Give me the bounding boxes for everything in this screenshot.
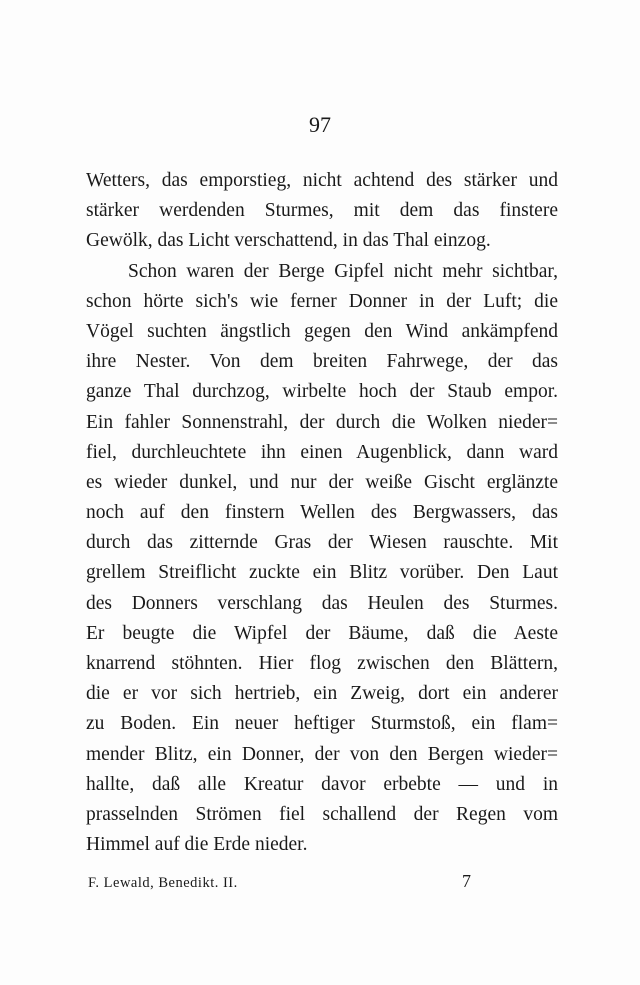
- text-line: stärker werdenden Sturmes, mit dem das finstere: [86, 200, 558, 222]
- text-line: Vögel suchten ängstlich gegen den Wind ankämpfend: [86, 320, 558, 342]
- text-line: Himmel auf die Erde nieder.: [86, 834, 308, 856]
- text-line: grellem Streiflicht zuckte ein Blitz vorüber. Den Laut: [86, 562, 558, 584]
- text-line: es wieder dunkel, und nur der weiße Gischt erglänzte: [86, 471, 558, 493]
- text-line: prasselnden Strömen fiel schallend der Regen vom: [86, 803, 558, 825]
- page-number: 97: [309, 112, 331, 137]
- text-line: Wetters, das emporstieg, nicht achtend des stärker und: [86, 170, 558, 191]
- text-line: fiel, durchleuchtete ihn einen Augenblick, dann ward: [86, 441, 558, 463]
- text-line: noch auf den finstern Wellen des Bergwassers, das: [86, 502, 558, 524]
- text-line: mender Blitz, ein Donner, der von den Bergen wieder=: [86, 743, 558, 765]
- text-line: schon hörte sich's wie ferner Donner in der Luft; die: [86, 290, 558, 312]
- text-line: knarrend stöhnten. Hier flog zwischen den Blättern,: [86, 653, 558, 674]
- text-line: ganze Thal durchzog, wirbelte hoch der Staub empor.: [86, 381, 558, 403]
- text-line: Gewölk, das Licht verschattend, in das Thal einzog.: [86, 230, 491, 252]
- text-line: zu Boden. Ein neuer heftiger Sturmstoß, ein flam=: [86, 713, 558, 735]
- text-line: hallte, daß alle Kreatur davor erbebte — und in: [86, 773, 558, 795]
- text-line: die er vor sich hertrieb, ein Zweig, dort ein anderer: [86, 683, 558, 705]
- text-line: ihre Nester. Von dem breiten Fahrwege, der das: [86, 351, 558, 373]
- text-line: Schon waren der Berge Gipfel nicht mehr sichtbar,: [128, 260, 558, 282]
- signature-mark: 7: [462, 871, 471, 891]
- text-line: durch das zitternde Gras der Wiesen rauschte. Mit: [86, 532, 558, 554]
- text-line: Ein fahler Sonnenstrahl, der durch die Wolken nieder=: [86, 411, 558, 433]
- body-text: [86, 166, 558, 860]
- text-line: des Donners verschlang das Heulen des Sturmes.: [86, 592, 558, 614]
- text-line: Er beugte die Wipfel der Bäume, daß die Aeste: [86, 622, 558, 644]
- signature-line: F. Lewald, Benedikt. II.: [88, 875, 238, 891]
